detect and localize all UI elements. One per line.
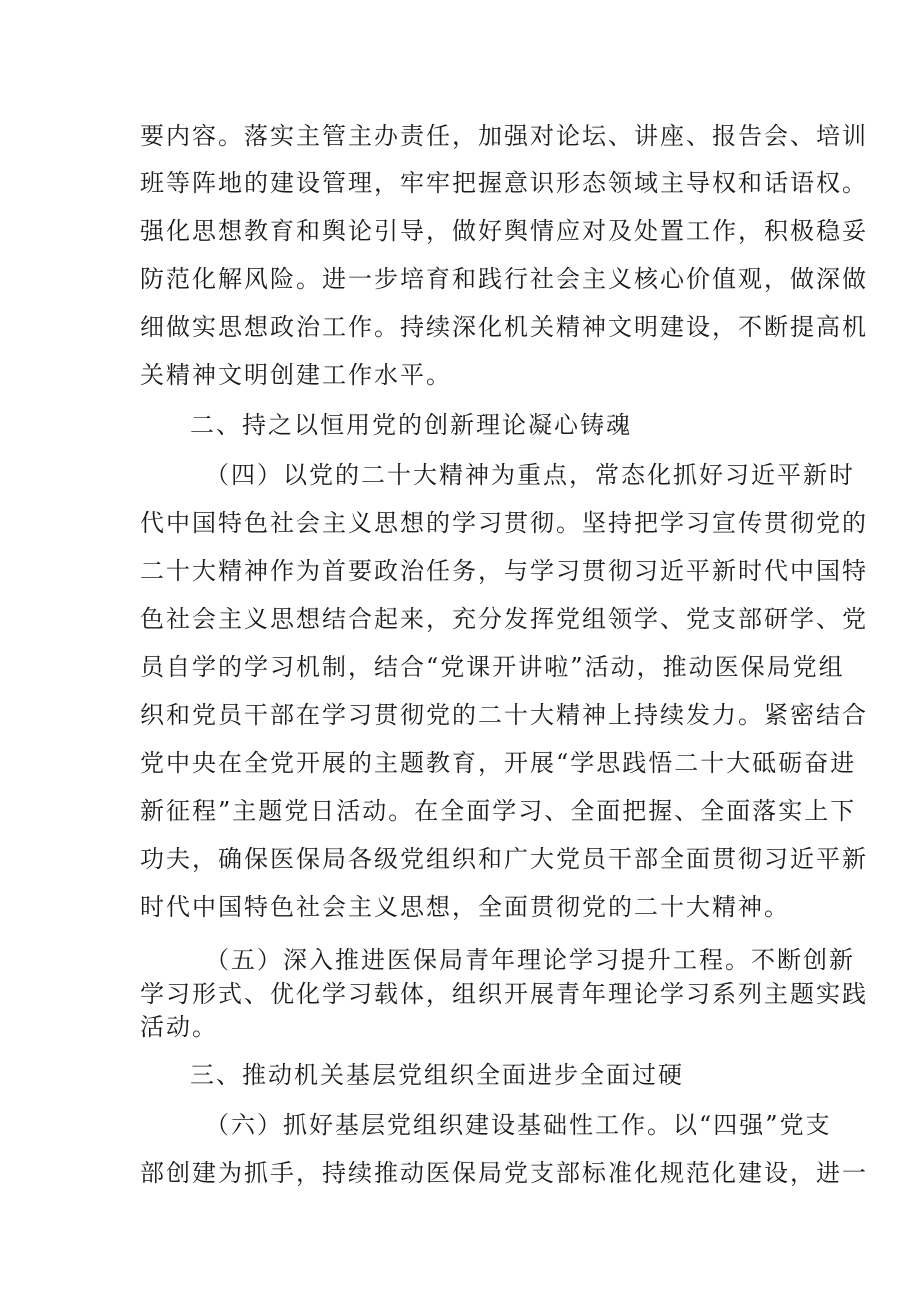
paragraph-line: （ 六 ） 抓 好 基 层 党 组 织 建 设 基 础 性 工 作 。 以 “ 四 强 ” 党 支 bbox=[205, 1111, 832, 1139]
paragraph-line: 细 做 实 思 想 政 治 工 作 。 持 续 深 化 机 关 精 神 文 明 建 设 ， 不 断 提 高 机 bbox=[140, 313, 868, 341]
paragraph-line: （ 四 ） 以 党 的 二 十 大 精 神 为 重 点 ， 常 态 化 抓 好 习 近 平 新 时 bbox=[205, 461, 855, 489]
paragraph-line: 党 中 央 在 全 党 开 展 的 主 题 教 育 ， 开 展 “ 学 思 践 悟 二 十 大 砥 砺 奋 进 bbox=[140, 749, 857, 777]
paragraph-line: 时代中国特色社会主义思想，全面贯彻党的二十大精神。 bbox=[140, 893, 790, 921]
section-heading: 三、推动机关基层党组织全面进步全面过硬 bbox=[190, 1061, 684, 1089]
paragraph-line: 防 范 化 解 风 险 。 进 一 步 培 育 和 践 行 社 会 主 义 核 心 价 值 观 ， 做 深 做 bbox=[140, 265, 868, 293]
paragraph-line: 二 十 大 精 神 作 为 首 要 政 治 任 务 ， 与 学 习 贯 彻 习 近 平 新 时 代 中 国 特 bbox=[140, 557, 868, 585]
paragraph-line: 织 和 党 员 干 部 在 学 习 贯 彻 党 的 二 十 大 精 神 上 持 续 发 力 。 紧 密 结 合 bbox=[140, 701, 868, 729]
paragraph-line: 关精神文明创建工作水平。 bbox=[140, 361, 452, 389]
paragraph-line: 学 习 形 式 、 优 化 学 习 载 体 ， 组 织 开 展 青 年 理 论 学 习 系 列 主 题 实 践 bbox=[140, 980, 868, 1008]
paragraph-line: （ 五 ） 深 入 推 进 医 保 局 青 年 理 论 学 习 提 升 工 程 。 不 断 创 新 bbox=[205, 946, 855, 974]
paragraph-line: 班 等 阵 地 的 建 设 管 理 ， 牢 牢 把 握 意 识 形 态 领 域 主 导 权 和 话 语 权 。 bbox=[140, 169, 868, 197]
section-heading: 二、持之以恒用党的创新理论凝心铸魂 bbox=[190, 411, 632, 439]
paragraph-line: 新 征 程 ” 主 题 党 日 活 动 。 在 全 面 学 习 、 全 面 把 握 、 全 面 落 实 上 下 bbox=[140, 797, 857, 825]
paragraph-line: 代 中 国 特 色 社 会 主 义 思 想 的 学 习 贯 彻 。 坚 持 把 学 习 宣 传 贯 彻 党 的 bbox=[140, 509, 868, 537]
paragraph-line: 强 化 思 想 教 育 和 舆 论 引 导 ， 做 好 舆 情 应 对 及 处 置 工 作 ， 积 极 稳 妥 bbox=[140, 217, 868, 245]
paragraph-line: 员 自 学 的 学 习 机 制 ， 结 合 “ 党 课 开 讲 啦 ” 活 动 ， 推 动 医 保 局 党 组 bbox=[140, 653, 845, 681]
paragraph-line: 色 社 会 主 义 思 想 结 合 起 来 ， 充 分 发 挥 党 组 领 学 、 党 支 部 研 学 、 党 bbox=[140, 605, 868, 633]
paragraph-line: 要 内 容 。 落 实 主 管 主 办 责 任 ， 加 强 对 论 坛 、 讲 座 、 报 告 会 、 培 训 bbox=[140, 122, 868, 150]
paragraph-line: 功 夫 ， 确 保 医 保 局 各 级 党 组 织 和 广 大 党 员 干 部 全 面 贯 彻 习 近 平 新 bbox=[140, 845, 868, 873]
paragraph-line: 部 创 建 为 抓 手 ， 持 续 推 动 医 保 局 党 支 部 标 准 化 规 范 化 建 设 ， 进 一 bbox=[140, 1159, 868, 1187]
paragraph-line: 活动。 bbox=[140, 1013, 218, 1041]
